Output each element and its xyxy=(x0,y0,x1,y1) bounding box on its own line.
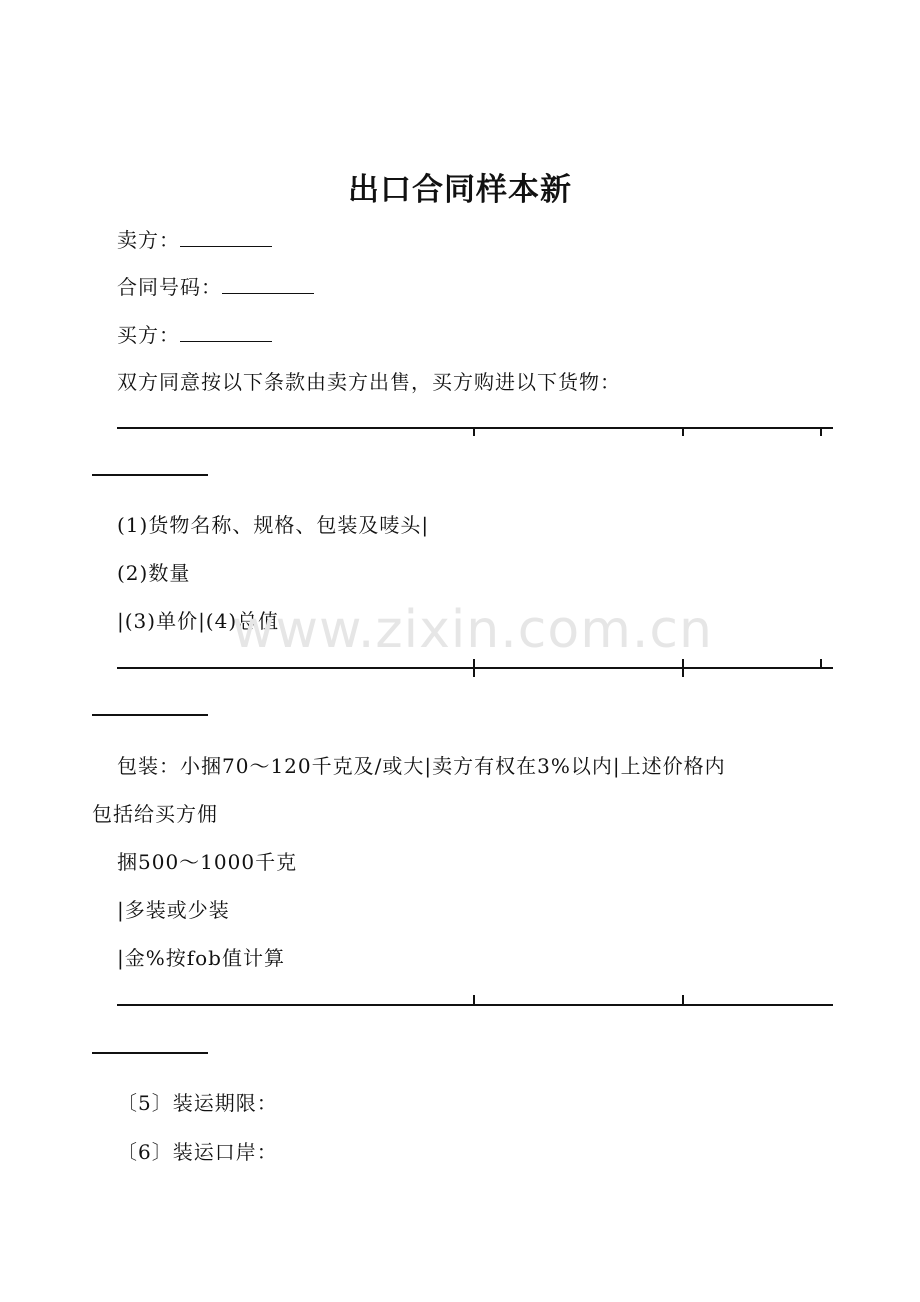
seller-blank xyxy=(180,226,272,247)
table-rule-3-tick xyxy=(473,995,475,1004)
packing-line-1: 包装：小捆70～120千克及/或大|卖方有权在3%以内|上述价格内 xyxy=(117,754,726,778)
watermark-text: www.zixin.com.cn xyxy=(232,600,713,660)
table-rule-2-tick xyxy=(682,659,684,677)
contract-number-blank xyxy=(222,273,314,294)
table-rule-1-tick xyxy=(473,427,475,436)
item-goods-description: (1)货物名称、规格、包装及唛头| xyxy=(117,513,430,537)
table-rule-2-tick xyxy=(820,659,822,668)
buyer-line xyxy=(117,321,272,348)
packing-line-3: 捆500～1000千克 xyxy=(117,850,298,874)
contract-number-line xyxy=(117,273,314,300)
item-quantity: (2)数量 xyxy=(117,561,191,585)
contract-number-label: 合同号码： xyxy=(117,275,222,299)
table-rule-3-continuation xyxy=(92,1052,208,1054)
table-rule-3 xyxy=(117,1004,833,1006)
buyer-label: 买方： xyxy=(117,323,180,347)
intro-text: 双方同意按以下条款由卖方出售，买方购进以下货物： xyxy=(117,370,621,394)
item-unit-price-total: |(3)单价|(4)总值 xyxy=(117,609,280,633)
seller-label: 卖方： xyxy=(117,228,180,252)
buyer-blank xyxy=(180,321,272,342)
item-shipment-period: 〔5〕装运期限： xyxy=(117,1091,278,1115)
seller-line xyxy=(117,226,272,253)
table-rule-2-continuation xyxy=(92,714,208,716)
table-rule-3-tick xyxy=(682,995,684,1004)
document-title: 出口合同样本新 xyxy=(348,172,572,208)
item-port-of-shipment: 〔6〕装运口岸： xyxy=(117,1140,278,1164)
table-rule-1-tick xyxy=(682,427,684,436)
table-rule-2-tick xyxy=(473,659,475,677)
packing-line-5: |金%按fob值计算 xyxy=(117,946,285,970)
table-rule-1 xyxy=(117,427,833,429)
table-rule-1-continuation xyxy=(92,474,208,476)
packing-line-2: 包括给买方佣 xyxy=(92,802,218,826)
table-rule-2 xyxy=(117,667,833,669)
table-rule-1-tick xyxy=(820,427,822,436)
packing-line-4: |多装或少装 xyxy=(117,898,230,922)
